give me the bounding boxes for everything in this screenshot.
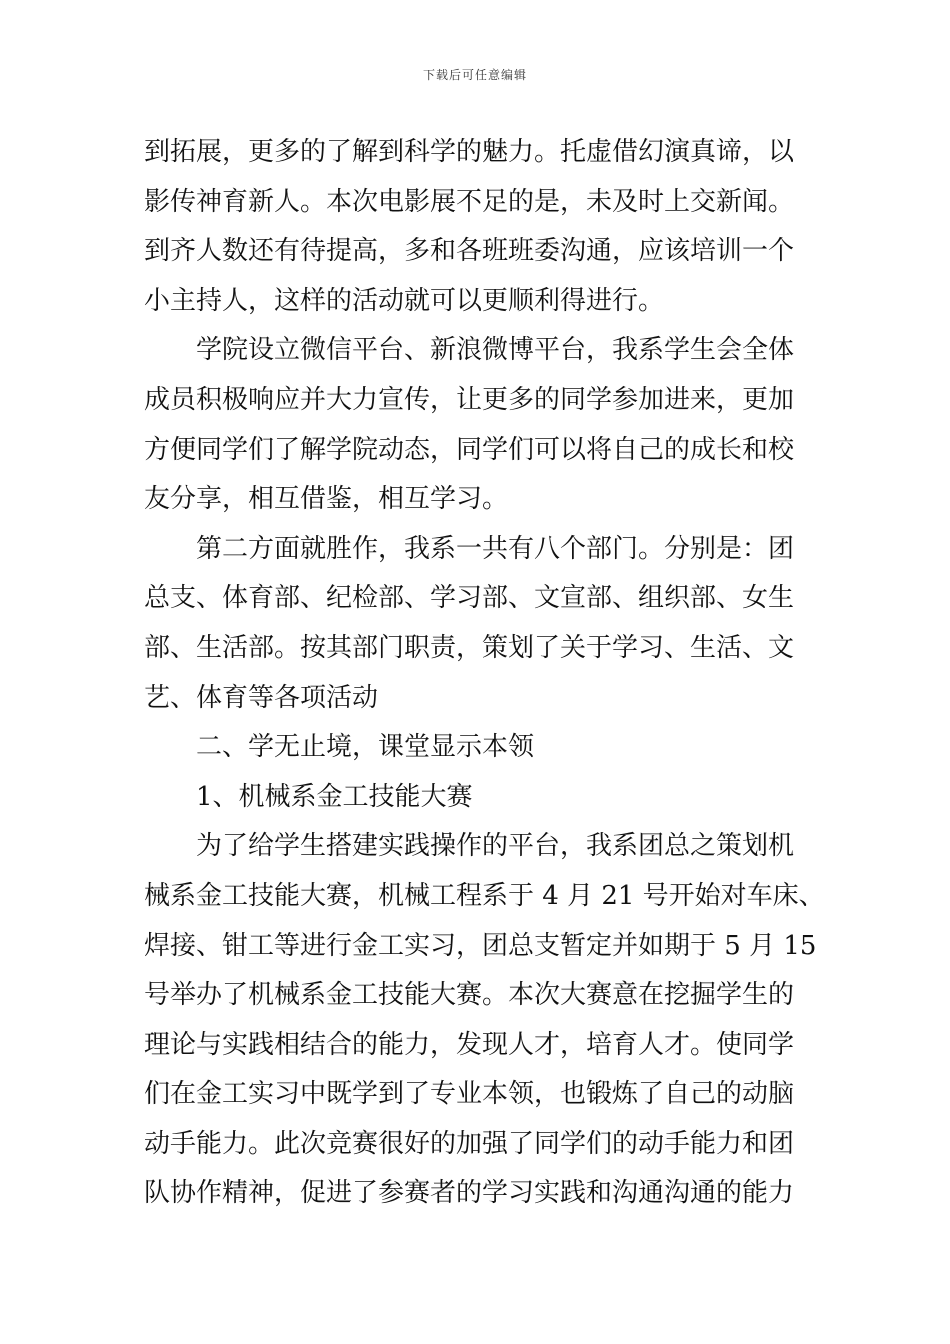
- section-heading: 二、学无止境，课堂显示本领: [144, 732, 535, 763]
- text-line: 学院设立微信平台、新浪微博平台，我系学生会全体: [144, 335, 795, 366]
- text-line: 第二方面就胜作，我系一共有八个部门。分别是：团: [144, 533, 795, 564]
- text-line: 为了给学生搭建实践操作的平台，我系团总之策划机: [144, 831, 795, 862]
- subsection-heading: 1、机械系金工技能大赛: [144, 781, 473, 812]
- header-note: 下载后可任意编辑: [422, 68, 527, 82]
- text-line: 械系金工技能大赛，机械工程系于 4 月 21 号开始对车床、: [144, 880, 825, 911]
- text-line: 小主持人，这样的活动就可以更顺利得进行。: [144, 285, 665, 316]
- text-line: 理论与实践相结合的能力，发现人才，培育人才。使同学: [144, 1029, 795, 1060]
- text-line: 方便同学们了解学院动态，同学们可以将自己的成长和校: [144, 434, 795, 465]
- text-line: 队协作精神，促进了参赛者的学习实践和沟通沟通的能力: [144, 1178, 795, 1209]
- document-body: [144, 128, 825, 1219]
- text-line: 影传神育新人。本次电影展不足的是，未及时上交新闻。: [144, 186, 795, 217]
- text-line: 们在金工实习中既学到了专业本领，也锻炼了自己的动脑: [144, 1079, 795, 1110]
- text-line: 艺、体育等各项活动: [144, 682, 379, 713]
- text-line: 成员积极响应并大力宣传，让更多的同学参加进来，更加: [144, 384, 795, 415]
- text-line: 动手能力。此次竞赛很好的加强了同学们的动手能力和团: [144, 1128, 795, 1159]
- text-line: 友分享，相互借鉴，相互学习。: [144, 484, 509, 515]
- text-line: 部、生活部。按其部门职责，策划了关于学习、生活、文: [144, 632, 795, 663]
- text-line: 号举办了机械系金工技能大赛。本次大赛意在挖掘学生的: [144, 980, 795, 1011]
- text-line: 到齐人数还有待提高，多和各班班委沟通，应该培训一个: [144, 236, 795, 267]
- text-line: 焊接、钳工等进行金工实习，团总支暂定并如期于 5 月 15: [144, 930, 817, 961]
- text-line: 总支、体育部、纪检部、学习部、文宣部、组织部、女生: [144, 583, 795, 614]
- text-line: 到拓展，更多的了解到科学的魅力。托虚借幻演真谛，以: [144, 137, 795, 167]
